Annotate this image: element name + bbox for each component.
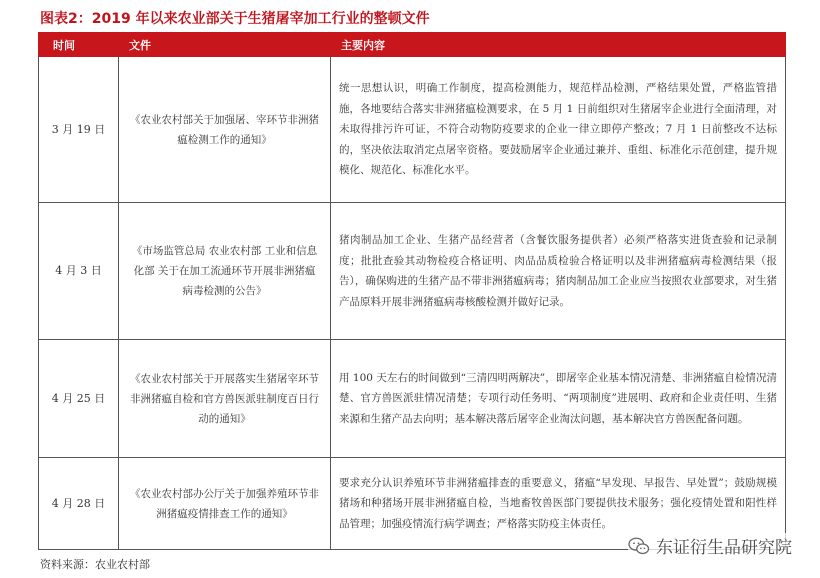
table-row xyxy=(39,203,786,340)
row-time: 4 月 25 日 xyxy=(39,340,119,458)
header-time: 时间 xyxy=(39,33,119,57)
watermark-text: 东证衍生品研究院 xyxy=(656,538,792,558)
row-content: 用 100 天左右的时间做到“三清四明两解决”，即屠宰企业基本情况清楚、非洲猪瘟自检情况清楚、官方兽医派驻情况清楚；专项行动任务明、“两项制度”进展明、政府和企业责任明、生猪来源和生猪产品去向明；基本解决落后屠宰企业淘汰问题，基本解决官方兽医配备问题。 xyxy=(331,340,786,458)
header-content: 主要内容 xyxy=(331,33,786,57)
row-file: 《农业农村部办公厅关于加强养殖环节非洲猪瘟疫情排查工作的通知》 xyxy=(119,458,331,550)
table-header-row xyxy=(39,33,786,57)
wechat-icon xyxy=(628,536,650,556)
watermark xyxy=(628,533,792,558)
regulation-table xyxy=(38,32,786,550)
row-file: 《农业农村部关于开展落实生猪屠宰环节非洲猪瘟自检和官方兽医派驻制度百日行动的通知》 xyxy=(119,340,331,458)
table-row xyxy=(39,57,786,203)
row-time: 4 月 3 日 xyxy=(39,203,119,340)
row-content: 猪肉制品加工企业、生猪产品经营者（含餐饮服务提供者）必须严格落实进货查验和记录制度；批批查验其动物检疫合格证明、肉品品质检验合格证明以及非洲猪瘟病毒检测结果（报告），确保购进的生猪产品不带非洲猪瘟病毒；猪肉制品加工企业应当按照农业部要求，对生猪产品原料开展非洲猪瘟病毒核酸检测并做好记录。 xyxy=(331,203,786,340)
source-note: 资料来源：农业农村部 xyxy=(40,558,150,571)
row-content: 统一思想认识，明确工作制度，提高检测能力，规范样品检测，严格结果处置，严格监管措施，各地要结合落实非洲猪瘟检测要求，在 5 月 1 日前组织对生猪屠宰企业进行全面清理，对未取得排污许可证，不符合动物防疫要求的企业一律立即停产整改；7 月 1 日前整改不达标的，坚决依法取消定点屠宰资格。要鼓励屠宰企业通过兼并、重组、标准化示范创建，提升规模化、规范化、标准化水平。 xyxy=(331,57,786,203)
row-file: 《农业农村部关于加强屠、宰环节非洲猪瘟检测工作的通知》 xyxy=(119,57,331,203)
row-content: 要求充分认识养殖环节非洲猪瘟排查的重要意义，猪瘟“早发现、早报告、早处置”；鼓励规模猪场和种猪场开展非洲猪瘟自检，当地畜牧兽医部门要提供技术服务；强化疫情处置和阳性样品管理；加强疫情流行病学调查；严格落实防疫主体责任。 xyxy=(331,458,786,550)
row-time: 3 月 19 日 xyxy=(39,57,119,203)
row-time: 4 月 28 日 xyxy=(39,458,119,550)
figure-title: 图表2：2019 年以来农业部关于生猪屠宰加工行业的整顿文件 xyxy=(40,11,430,27)
table-row xyxy=(39,340,786,458)
row-file: 《市场监管总局 农业农村部 工业和信息化部 关于在加工流通环节开展非洲猪瘟病毒检测的公告》 xyxy=(119,203,331,340)
header-file: 文件 xyxy=(119,33,331,57)
